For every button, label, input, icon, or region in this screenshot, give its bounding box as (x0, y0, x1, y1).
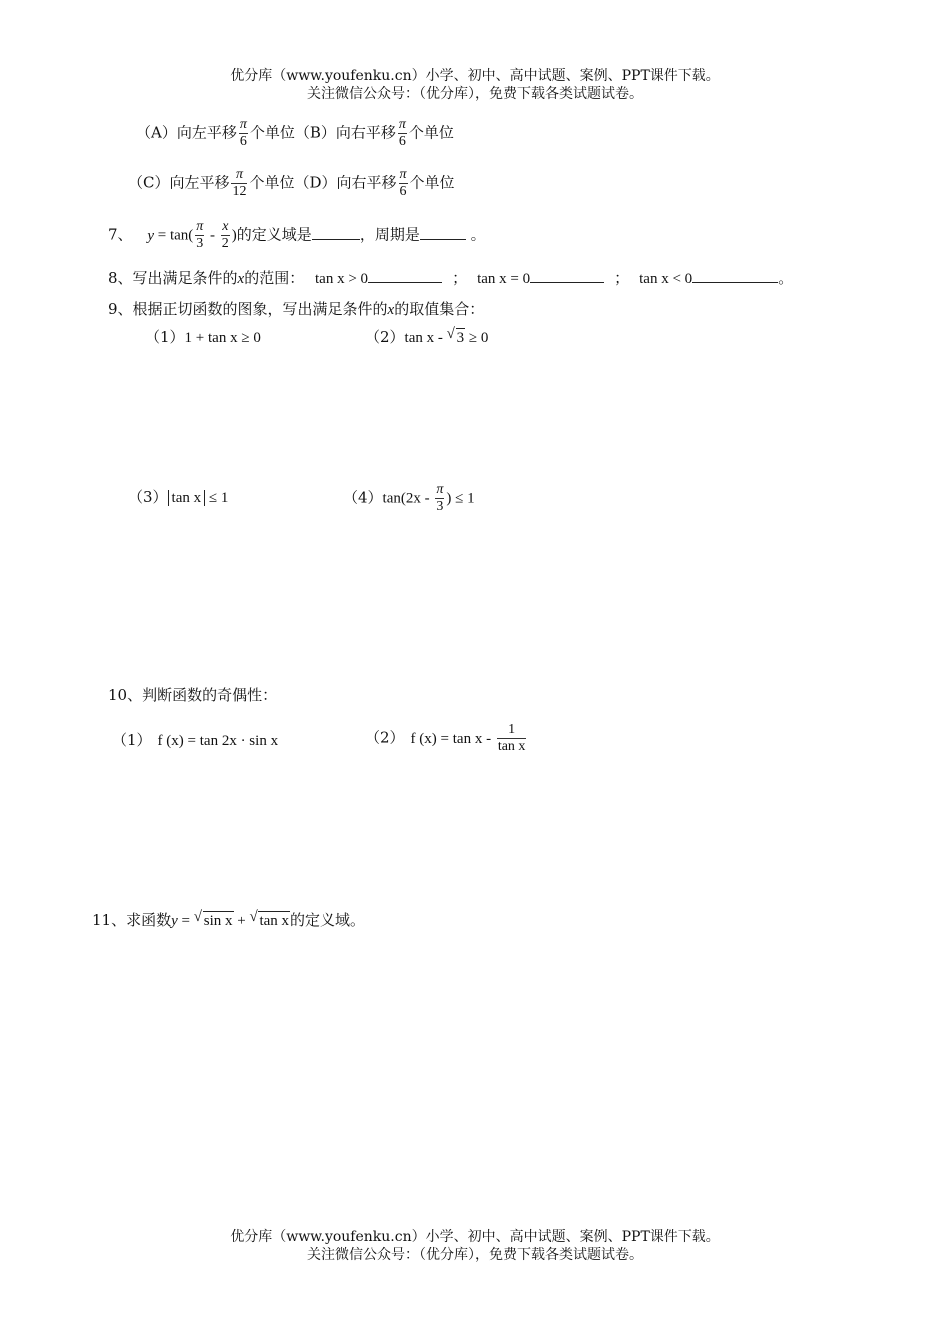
q11-text-2: 的定义域。 (290, 911, 366, 929)
q7-text-domain: 的定义域是 (236, 225, 312, 244)
header-line-1: 优分库（www.youfenku.cn）小学、初中、高中试题、案例、PPT课件下载。 (230, 68, 720, 84)
q9-var-x: x (387, 302, 395, 318)
q10-part-2 (365, 722, 528, 755)
q8-sep-1: ； (452, 269, 468, 287)
q9-p2-sqrt: √ 3 (446, 326, 465, 346)
question-8 (108, 268, 793, 288)
q8-cond-positive: tan x > 0 (315, 271, 369, 287)
q8-cond-zero: tan x = 0 (477, 271, 531, 287)
question-11 (92, 911, 365, 930)
q7-blank-period[interactable] (420, 225, 466, 240)
q7-fraction-x-2: $\frac{x}{2}$ (221, 219, 229, 251)
footer-line-1: 优分库（www.youfenku.cn）小学、初中、高中试题、案例、PPT课件下载。 (230, 1229, 720, 1245)
q10-text: 10、判断函数的奇偶性： (108, 686, 278, 704)
q7-minus: - (206, 227, 219, 244)
q7-eq-tan: = tan( (154, 227, 194, 244)
q6-option-b-unit: 个单位 (408, 123, 454, 142)
q9-text-2: 的取值集合： (394, 300, 485, 318)
q6-option-a-unit: 个单位 (249, 123, 295, 142)
q6-option-b-label: （B）向右平移 (294, 123, 396, 142)
q6-option-d-label: （D）向右平移 (294, 173, 397, 192)
q7-y: y (147, 227, 154, 244)
q9-p2-label: （2） (365, 328, 405, 346)
q9-p2-expr-b: ≥ 0 (465, 330, 489, 346)
q9-p2-expr-a: tan x - (404, 330, 447, 346)
q9-part-2 (365, 328, 488, 347)
q9-p3-tail: ≤ 1 (205, 490, 229, 506)
q9-p1-expr: 1 + tan x ≥ 0 (184, 330, 261, 346)
q6-options-ab (136, 117, 454, 150)
q6-option-a-fraction: $\frac{\pi}{6}$ (239, 117, 247, 149)
q8-text-2: 的范围： (244, 269, 305, 287)
q6-option-a-label: （A）向左平移 (136, 123, 237, 142)
q10-p2-label: （2） (365, 728, 405, 747)
q8-blank-zero[interactable] (530, 268, 604, 283)
q8-var-x: x (237, 271, 245, 287)
q9-p3-label: （3） (128, 488, 168, 506)
q10-p2-fraction: $\frac{1}{\text{tan x}}$ (497, 722, 526, 754)
question-9 (108, 300, 484, 319)
q7-fraction-pi-3: $\frac{\pi}{3}$ (196, 219, 204, 251)
q7-text-period: ，周期是 (359, 225, 420, 244)
q11-text: 11、求函数 (92, 911, 172, 929)
q11-y: y (171, 913, 178, 929)
q11-sqrt-tan: √ tan x (249, 909, 290, 929)
q8-end: 。 (778, 269, 794, 287)
q9-p4-a: tan(2x - (382, 490, 434, 507)
q6-option-c-unit: 个单位 (249, 173, 295, 192)
q8-blank-positive[interactable] (368, 268, 442, 283)
q9-p4-fraction: $\frac{\pi}{3}$ (436, 482, 444, 514)
q7-number: 7、 (108, 225, 133, 244)
q9-part-3 (128, 488, 228, 507)
q10-p1-expr: f (x) = tan 2x · sin x (157, 733, 279, 749)
q6-option-b-fraction: $\frac{\pi}{6}$ (398, 117, 406, 149)
q7-text-end: 。 (465, 225, 486, 244)
q6-option-d-unit: 个单位 (409, 173, 455, 192)
q9-p4-label: （4） (343, 488, 383, 507)
header-line-2: 关注微信公众号：（优分库），免费下载各类试题试卷。 (307, 86, 643, 102)
q6-option-c-label: （C）向左平移 (128, 173, 230, 192)
q7-blank-domain[interactable] (312, 225, 360, 240)
q11-eq: = (177, 913, 194, 929)
q8-blank-negative[interactable] (692, 268, 778, 283)
q9-p1-label: （1） (145, 328, 185, 346)
q9-p4-b: ) ≤ 1 (446, 490, 475, 507)
q8-text: 8、写出满足条件的 (108, 269, 238, 287)
q10-p1-label: （1） (112, 731, 152, 749)
q7-close: ) (231, 227, 237, 244)
q8-cond-negative: tan x < 0 (639, 271, 693, 287)
q9-text: 9、根据正切函数的图象，写出满足条件的 (108, 300, 388, 318)
question-7 (108, 219, 486, 252)
q9-part-1 (145, 328, 261, 347)
q10-p2-expr: f (x) = tan x - (410, 730, 495, 747)
q9-part-4 (343, 482, 475, 515)
q9-p3-abs: tan x (168, 490, 206, 506)
footer-line-2: 关注微信公众号：（优分库），免费下载各类试题试卷。 (307, 1247, 643, 1263)
question-10 (108, 686, 277, 704)
q8-sep-2: ； (614, 269, 630, 287)
q6-option-d-fraction: $\frac{\pi}{6}$ (399, 167, 407, 199)
q10-part-1 (112, 731, 278, 750)
q6-option-c-fraction: $\frac{\pi}{12}$ (232, 167, 247, 199)
q6-options-cd (128, 167, 455, 200)
q11-sqrt-sin: √ sin x (193, 909, 233, 929)
q11-plus: + (233, 913, 250, 929)
